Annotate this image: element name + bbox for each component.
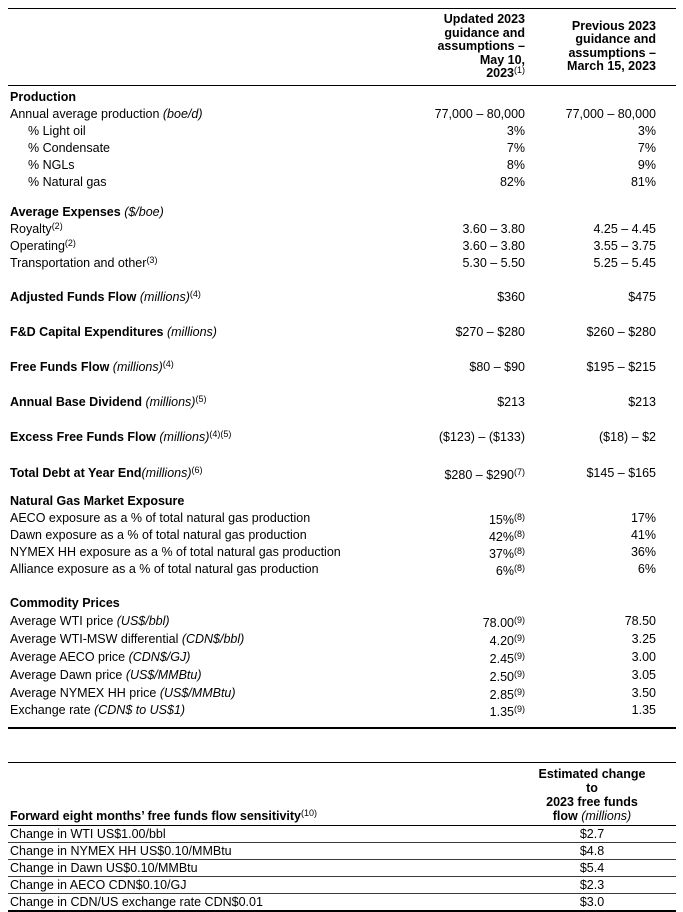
row-label-text: Exchange rate [10, 702, 91, 717]
row-label-text: Royalty [10, 221, 52, 236]
row-label [8, 648, 338, 666]
value-updated: 7% [506, 140, 525, 155]
footnote-marker: (8) [514, 528, 525, 539]
section-title: Production [10, 89, 76, 104]
sensitivity-value: $2.7 [579, 826, 605, 841]
footnote-marker: (7) [514, 466, 525, 477]
row-label [8, 324, 338, 341]
value-previous: $213 [628, 394, 656, 409]
spacer-cell [8, 482, 676, 493]
footnote-marker: (4) [162, 358, 174, 369]
table-row [8, 324, 676, 341]
sensitivity-row [8, 842, 676, 859]
footnote-marker: (4)(5) [209, 428, 232, 439]
unit-label: (US$/bbl) [113, 613, 170, 628]
section-header-row [8, 85, 676, 106]
row-label [8, 394, 338, 411]
footnote-marker: (6) [191, 464, 203, 475]
footnote-marker: (8) [514, 511, 525, 522]
header-updated-guidance: Updated 2023 guidance and assumptions – May 10, 2023$^{(1)}$ [338, 9, 525, 86]
value-updated [338, 702, 525, 728]
row-label-text: Adjusted Funds Flow [10, 289, 137, 304]
table-row [8, 106, 676, 123]
value-previous: 5.25 – 5.45 [593, 255, 656, 270]
document-page [8, 8, 676, 912]
spacer-cell [8, 411, 676, 429]
table-row [8, 157, 676, 174]
table-row [8, 123, 676, 140]
value-previous: $260 – $280 [586, 324, 656, 339]
unit-label: (CDN$ to US$1) [90, 702, 186, 717]
sensitivity-label: Change in Dawn US$0.10/MMBtu [8, 859, 508, 876]
row-label-text: % Condensate [28, 140, 111, 155]
value-with-footnote: 15%$^{(8)}$ [488, 511, 525, 527]
value-updated [338, 561, 525, 578]
header-previous-guidance: Previous 2023 guidance and assumptions – March 15, 2023 [525, 9, 676, 86]
table-row [8, 394, 676, 411]
spacer-cell [8, 376, 676, 394]
value-updated: $213 [497, 394, 525, 409]
sensitivity-row [8, 859, 676, 876]
footnote-marker: (9) [514, 668, 525, 679]
row-label-text: Annual Base Dividend [10, 394, 142, 409]
value-with-footnote: 37%$^{(8)}$ [488, 545, 525, 561]
table-row [8, 174, 676, 191]
footnote-marker: (2) [64, 237, 76, 248]
value-previous: 3.55 – 3.75 [593, 238, 656, 253]
value-previous: 17% [630, 510, 656, 525]
value-with-footnote: 78.00$^{(9)}$ [482, 614, 525, 630]
value-updated [338, 648, 525, 666]
guidance-table [8, 8, 676, 729]
footnote-marker: (4) [189, 288, 201, 299]
value-previous: $195 – $215 [586, 359, 656, 374]
sensitivity-label: Change in WTI US$1.00/bbl [10, 826, 166, 841]
row-label-text: Alliance exposure as a % of total natural gas production [10, 561, 319, 576]
value-previous: 3.50 [631, 685, 656, 700]
row-label-text: Total Debt at Year End [10, 465, 142, 480]
value-previous: 78.50 [624, 613, 656, 628]
value-previous: 6% [637, 561, 656, 576]
spacer-cell [8, 341, 676, 359]
row-label [8, 561, 338, 578]
sensitivity-row [8, 876, 676, 893]
value-previous: ($18) – $2 [599, 429, 656, 444]
sensitivity-row [8, 893, 676, 911]
spacer-row [8, 191, 676, 204]
value-updated [338, 464, 525, 482]
footnote-marker: (9) [514, 686, 525, 697]
value-with-footnote: 2.45$^{(9)}$ [489, 650, 525, 666]
value-previous: 9% [637, 157, 656, 172]
unit-label: (millions) [109, 359, 163, 374]
section-title: Natural Gas Market Exposure [10, 493, 185, 508]
sensitivity-value: $2.3 [508, 876, 676, 893]
row-label-text: AECO exposure as a % of total natural gas production [10, 510, 311, 525]
row-label-text: Annual average production [10, 106, 160, 121]
sensitivity-value: $3.0 [508, 893, 676, 911]
value-previous: 41% [630, 527, 656, 542]
value-with-footnote: 2.85$^{(9)}$ [489, 686, 525, 702]
row-label-text: Average Dawn price [10, 667, 123, 682]
value-updated: $80 – $90 [469, 359, 525, 374]
value-updated: $360 [497, 289, 525, 304]
unit-label: (US$/MMBtu) [156, 685, 236, 700]
unit-label: (CDN$/GJ) [125, 649, 191, 664]
footnote-marker: (3) [146, 254, 158, 265]
unit-label: (millions) [155, 429, 210, 444]
value-previous: 36% [630, 544, 656, 559]
footnote-marker: (9) [514, 614, 525, 625]
row-label [8, 429, 338, 446]
spacer-row [8, 482, 676, 493]
value-previous: 7% [637, 140, 656, 155]
header-sensitivity-title: Forward eight months’ free funds flow sensitivity$^{(10)}$ [8, 762, 508, 825]
table-row [8, 561, 676, 578]
value-updated [338, 544, 525, 561]
value-updated [338, 510, 525, 527]
unit-label: (millions) [163, 324, 217, 339]
value-updated: 8% [506, 157, 525, 172]
table-row [8, 238, 676, 255]
sensitivity-label: Change in CDN/US exchange rate CDN$0.01 [8, 893, 508, 911]
row-label-text: Transportation and other [10, 255, 147, 270]
row-label-text: % Light oil [28, 123, 86, 138]
table-row [8, 544, 676, 561]
spacer-row [8, 446, 676, 464]
table-row [8, 630, 676, 648]
row-label [8, 510, 338, 527]
row-label-text: NYMEX HH exposure as a % of total natural gas production [10, 544, 341, 559]
value-with-footnote: $280 – $290$^{(7)}$ [444, 466, 525, 482]
value-updated [338, 684, 525, 702]
value-updated: $270 – $280 [455, 324, 525, 339]
footnote-marker: (8) [514, 562, 525, 573]
value-previous: 4.25 – 4.45 [593, 221, 656, 236]
value-with-footnote: 2.50$^{(9)}$ [489, 668, 525, 684]
footnote-marker: (5) [195, 393, 207, 404]
row-label [8, 123, 338, 140]
unit-label: (US$/MMBtu) [122, 667, 202, 682]
spacer-cell [8, 446, 676, 464]
table-row [8, 648, 676, 666]
value-updated: 77,000 – 80,000 [434, 106, 525, 121]
header-empty-cell [8, 9, 338, 86]
row-label [8, 174, 338, 191]
spacer-row [8, 306, 676, 324]
value-updated: 3% [506, 123, 525, 138]
value-previous: 77,000 – 80,000 [565, 106, 656, 121]
row-label [8, 630, 338, 648]
footnote-marker: (9) [514, 650, 525, 661]
table-row [8, 510, 676, 527]
table-row [8, 429, 676, 446]
unit-label: (CDN$/bbl) [178, 631, 245, 646]
sensitivity-row [8, 825, 676, 842]
row-label-text: F&D Capital Expenditures [10, 324, 164, 339]
unit-label: (millions) [136, 289, 190, 304]
value-previous: 3.05 [631, 667, 656, 682]
table-row [8, 527, 676, 544]
row-label [8, 238, 338, 255]
footnote-marker: (8) [514, 545, 525, 556]
section-header-row [8, 595, 676, 612]
row-label [8, 140, 338, 157]
unit-label: (millions) [141, 394, 196, 409]
table-row [8, 255, 676, 272]
row-label [8, 255, 338, 272]
value-previous: $145 – $165 [586, 465, 656, 480]
value-updated: 3.60 – 3.80 [462, 221, 525, 236]
table-row [8, 612, 676, 630]
row-label [8, 464, 338, 482]
value-updated: 82% [499, 174, 525, 189]
row-label-text: Excess Free Funds Flow [10, 429, 156, 444]
value-updated: ($123) – ($133) [438, 429, 525, 444]
value-with-footnote: 1.35$^{(9)}$ [489, 703, 525, 719]
section-title: Average Expenses ($/boe) [10, 204, 164, 219]
spacer-row [8, 341, 676, 359]
spacer-row [8, 411, 676, 429]
value-with-footnote: 42%$^{(8)}$ [488, 528, 525, 544]
row-label [8, 221, 338, 238]
spacer-cell [8, 272, 676, 289]
row-label [8, 289, 338, 306]
header-estimated-change: Estimated change to 2023 free funds flow (millions) [508, 762, 676, 825]
spacer-row [8, 272, 676, 289]
row-label-text: % Natural gas [28, 174, 107, 189]
table-row [8, 221, 676, 238]
row-label-text: Average AECO price [10, 649, 126, 664]
row-label [8, 527, 338, 544]
value-updated [338, 612, 525, 630]
sensitivity-table [8, 762, 676, 912]
unit-label: ($/boe) [120, 204, 164, 219]
spacer-cell [8, 578, 676, 595]
table-row [8, 666, 676, 684]
value-previous: 3.00 [631, 649, 656, 664]
unit-label: (millions) [141, 465, 192, 480]
row-label [8, 157, 338, 174]
table-row [8, 289, 676, 306]
value-with-footnote: 4.20$^{(9)}$ [489, 632, 525, 648]
table-row [8, 464, 676, 482]
row-label [8, 359, 338, 376]
section-title: Commodity Prices [10, 595, 120, 610]
table-row [8, 140, 676, 157]
row-label-text: Dawn exposure as a % of total natural gas production [10, 527, 307, 542]
footnote-marker: (9) [514, 703, 525, 714]
sensitivity-value: $5.4 [508, 859, 676, 876]
value-updated: 3.60 – 3.80 [462, 238, 525, 253]
unit-label: (millions) [577, 808, 632, 823]
row-label [8, 106, 338, 123]
table-row [8, 702, 676, 728]
table-gap [8, 729, 676, 762]
spacer-cell [8, 191, 676, 204]
row-label-text: % NGLs [28, 157, 75, 172]
sensitivity-label: Change in NYMEX HH US$0.10/MMBtu [8, 842, 508, 859]
section-header-row [8, 204, 676, 221]
row-label-text: Free Funds Flow [10, 359, 110, 374]
row-label [8, 666, 338, 684]
sensitivity-label: Change in AECO CDN$0.10/GJ [8, 876, 508, 893]
unit-label: (boe/d) [159, 106, 203, 121]
footnote-marker: (9) [514, 632, 525, 643]
row-label-text: Average WTI price [10, 613, 114, 628]
spacer-row [8, 376, 676, 394]
footnote-marker: (2) [51, 220, 63, 231]
value-previous: 3% [637, 123, 656, 138]
value-updated [338, 527, 525, 544]
value-previous: $475 [628, 289, 656, 304]
table-row [8, 684, 676, 702]
value-with-footnote: 6%$^{(8)}$ [495, 562, 525, 578]
value-previous: 1.35 [631, 702, 656, 717]
section-header-row [8, 493, 676, 510]
sensitivity-value: $4.8 [508, 842, 676, 859]
value-updated [338, 630, 525, 648]
sensitivity-header-row [8, 762, 676, 825]
table-row [8, 359, 676, 376]
value-updated: 5.30 – 5.50 [462, 255, 525, 270]
row-label-text: Average NYMEX HH price [10, 685, 157, 700]
row-label [8, 702, 338, 728]
spacer-cell [8, 306, 676, 324]
value-previous: 81% [630, 174, 656, 189]
row-label-text: Operating [10, 238, 65, 253]
footnote-marker: (1) [514, 65, 525, 75]
row-label [8, 612, 338, 630]
value-previous: 3.25 [631, 631, 656, 646]
row-label [8, 544, 341, 561]
value-updated [338, 666, 525, 684]
guidance-header-row [8, 9, 676, 86]
row-label-text: Average WTI-MSW differential [10, 631, 179, 646]
footnote-marker: (10) [301, 807, 318, 818]
spacer-row [8, 578, 676, 595]
row-label [8, 684, 338, 702]
